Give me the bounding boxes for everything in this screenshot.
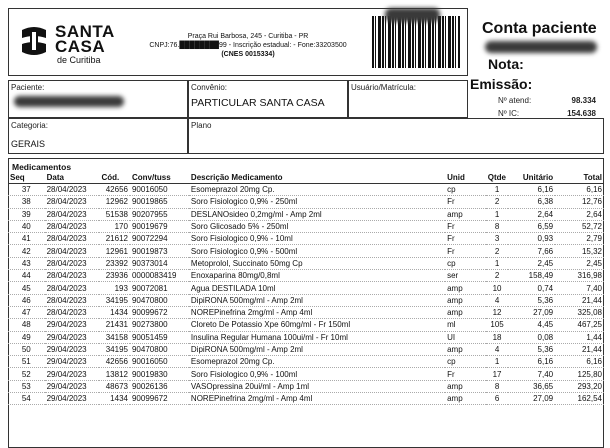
table-cell: 193 [99,282,129,294]
table-cell: Fr [445,245,486,257]
table-cell: 1 [486,257,509,269]
table-cell: 90019873 [130,245,189,257]
table-cell: 27,09 [508,393,555,405]
table-cell: 53 [8,380,45,392]
table-cell: Cloreto De Potassio Xpe 60mg/ml - Fr 150ml [189,319,445,331]
table-cell: amp [445,393,486,405]
table-cell: 162,54 [555,393,604,405]
table-cell: 29/04/2023 [45,380,100,392]
table-cell: 7,40 [508,368,555,380]
table-cell: 2 [486,196,509,208]
table-cell: 5,36 [508,294,555,306]
table-cell: amp [445,306,486,318]
table-cell: 51538 [99,208,129,220]
table-cell: 28/04/2023 [45,282,100,294]
table-cell: ser [445,270,486,282]
col-header: Qtde [486,172,509,184]
col-header: Conv/tuss [130,172,189,184]
table-cell: 12 [486,306,509,318]
table-cell: DipiRONA 500mg/ml - Amp 2ml [189,294,445,306]
table-cell: Fr [445,368,486,380]
table-cell: 23936 [99,270,129,282]
table-cell: 90072081 [130,282,189,294]
table-cell: 29/04/2023 [45,356,100,368]
table-row [8,393,604,405]
logo-line1: SANTA [55,22,115,41]
table-cell: 1 [486,356,509,368]
col-header: Total [555,172,604,184]
meds-section-title: Medicamentos [12,162,72,172]
convenio-value: PARTICULAR SANTA CASA [191,97,325,109]
table-cell: 13812 [99,368,129,380]
redaction-mark [385,8,440,22]
table-cell: 40 [8,220,45,232]
table-cell: 6,16 [555,356,604,368]
table-row [8,319,604,331]
col-header: Descrição Medicamento [189,172,445,184]
table-cell: 90273800 [130,319,189,331]
table-cell: 21612 [99,233,129,245]
table-cell: 2,79 [555,233,604,245]
table-cell: Esomeprazol 20mg Cp. [189,356,445,368]
table-cell: Enoxaparina 80mg/0,8ml [189,270,445,282]
table-cell: 49 [8,331,45,343]
table-cell: 42656 [99,356,129,368]
table-row [8,208,604,220]
table-cell: 90207955 [130,208,189,220]
santa-casa-logo-icon [18,26,50,56]
table-cell: 45 [8,282,45,294]
table-cell: 42 [8,245,45,257]
table-cell: 50 [8,343,45,355]
convenio-label: Convênio: [191,83,228,92]
table-cell: 28/04/2023 [45,294,100,306]
medications-table [8,172,604,405]
table-cell: 2 [486,245,509,257]
table-row [8,294,604,306]
table-cell: 28/04/2023 [45,208,100,220]
usuario-label: Usuário/Matrícula: [351,83,416,92]
table-cell: 2 [486,270,509,282]
logo-line2: CASA [55,37,106,56]
table-cell: 43 [8,257,45,269]
table-cell: 42656 [99,184,129,196]
table-cell: 1434 [99,306,129,318]
table-cell: 12962 [99,196,129,208]
document-title: Conta paciente [482,20,597,37]
table-cell: cp [445,356,486,368]
table-row [8,220,604,232]
table-cell: 6,16 [508,184,555,196]
table-cell: NOREPinefrina 2mg/ml - Amp 4ml [189,306,445,318]
categoria-value: GERAIS [11,139,46,149]
table-cell: 0,74 [508,282,555,294]
table-cell: VASOpressina 20ui/ml - Amp 1ml [189,380,445,392]
atend-label: Nº atend: [498,96,532,105]
table-cell: 8 [486,220,509,232]
table-row [8,245,604,257]
table-row [8,368,604,380]
table-cell: 1 [486,208,509,220]
table-cell: 54 [8,393,45,405]
table-cell: 90016050 [130,184,189,196]
table-cell: 28/04/2023 [45,245,100,257]
table-cell: UI [445,331,486,343]
table-cell: Soro Fisiologico 0,9% - 10ml [189,233,445,245]
table-cell: 38 [8,196,45,208]
table-row [8,257,604,269]
cnpj-text: CNPJ:76.████████99 - Inscrição estadual: - Fone:33203500 [149,42,347,49]
plano-box [188,118,604,154]
table-cell: 4 [486,343,509,355]
table-cell: 105 [486,319,509,331]
table-row [8,356,604,368]
table-cell: 29/04/2023 [45,393,100,405]
table-cell: 28/04/2023 [45,220,100,232]
table-cell: 90019865 [130,196,189,208]
table-cell: 90016050 [130,356,189,368]
table-cell: Esomeprazol 20mg Cp. [189,184,445,196]
nota-label: Nota: [488,56,524,72]
table-row [8,233,604,245]
logo-line3: de Curitiba [57,55,101,65]
table-cell: NOREPinefrina 2mg/ml - Amp 4ml [189,393,445,405]
table-cell: 316,98 [555,270,604,282]
paciente-label: Paciente: [11,83,45,92]
table-cell: 125,80 [555,368,604,380]
table-cell: 170 [99,220,129,232]
table-header-row [8,172,604,184]
table-cell: 90470800 [130,294,189,306]
table-cell: 21,44 [555,343,604,355]
table-cell: 34195 [99,343,129,355]
plano-label: Plano [191,121,212,130]
address-text: Praça Rui Barbosa, 245 - Curitiba - PR [187,33,309,40]
table-cell: 2,64 [508,208,555,220]
table-cell: 3 [486,233,509,245]
table-row [8,343,604,355]
table-cell: ml [445,319,486,331]
table-cell: 52 [8,368,45,380]
table-cell: 2,64 [555,208,604,220]
table-row [8,184,604,196]
table-cell: Fr [445,196,486,208]
col-header: Unid [445,172,486,184]
table-cell: 28/04/2023 [45,184,100,196]
ic-value: 154.638 [567,109,596,118]
table-cell: Soro Fisiologico 0,9% - 100ml [189,368,445,380]
table-cell: 28/04/2023 [45,306,100,318]
col-header: Unitário [508,172,555,184]
table-cell: 52,72 [555,220,604,232]
table-cell: DipiRONA 500mg/ml - Amp 2ml [189,343,445,355]
table-cell: 21,44 [555,294,604,306]
table-cell: 6 [486,393,509,405]
table-cell: 28/04/2023 [45,270,100,282]
col-header: Seq [8,172,45,184]
table-row [8,282,604,294]
table-cell: 5,36 [508,343,555,355]
table-cell: 158,49 [508,270,555,282]
table-cell: 6,16 [508,356,555,368]
table-cell: 29/04/2023 [45,368,100,380]
table-cell: 0,08 [508,331,555,343]
col-header: Cód. [99,172,129,184]
table-cell: 0,93 [508,233,555,245]
table-cell: 29/04/2023 [45,343,100,355]
table-cell: 28/04/2023 [45,233,100,245]
table-cell: 28/04/2023 [45,196,100,208]
table-cell: amp [445,343,486,355]
table-cell: DESLANOsideo 0,2mg/ml - Amp 2ml [189,208,445,220]
table-cell: 21431 [99,319,129,331]
table-cell: 7,66 [508,245,555,257]
table-cell: Metoprolol, Succinato 50mg Cp [189,257,445,269]
table-cell: 36,65 [508,380,555,392]
table-cell: Soro Glicosado 5% - 250ml [189,220,445,232]
table-row [8,270,604,282]
cnes-text: (CNES 0015334) [221,51,275,58]
table-cell: 48 [8,319,45,331]
table-cell: 29/04/2023 [45,319,100,331]
col-header: Data [45,172,100,184]
table-row [8,380,604,392]
table-cell: 17 [486,368,509,380]
table-cell: 12961 [99,245,129,257]
table-cell: 8 [486,380,509,392]
table-cell: Agua DESTILADA 10ml [189,282,445,294]
table-cell: 6,16 [555,184,604,196]
emissao-label: Emissão: [470,76,533,92]
ic-label: Nº IC: [498,109,520,118]
table-cell: amp [445,380,486,392]
table-cell: Fr [445,220,486,232]
table-cell: 7,40 [555,282,604,294]
table-row [8,306,604,318]
table-cell: 47 [8,306,45,318]
table-cell: 90051459 [130,331,189,343]
table-cell: 90373014 [130,257,189,269]
table-cell: 23392 [99,257,129,269]
table-cell: 10 [486,282,509,294]
table-cell: 1434 [99,393,129,405]
table-cell: 90099672 [130,306,189,318]
table-cell: 39 [8,208,45,220]
table-cell: 37 [8,184,45,196]
table-cell: 46 [8,294,45,306]
redaction-mark [485,41,597,53]
table-cell: 4 [486,294,509,306]
table-cell: 28/04/2023 [45,257,100,269]
table-cell: 44 [8,270,45,282]
table-cell: 1 [486,184,509,196]
categoria-label: Categoria: [11,121,48,130]
table-cell: 2,45 [508,257,555,269]
redaction-mark [14,96,124,107]
table-cell: 27,09 [508,306,555,318]
table-cell: 15,32 [555,245,604,257]
table-cell: 1,44 [555,331,604,343]
table-cell: 90019679 [130,220,189,232]
table-cell: 90019830 [130,368,189,380]
table-cell: 18 [486,331,509,343]
table-cell: 325,08 [555,306,604,318]
table-cell: amp [445,294,486,306]
table-cell: 467,25 [555,319,604,331]
table-cell: Fr [445,233,486,245]
table-cell: 293,20 [555,380,604,392]
table-cell: 48673 [99,380,129,392]
barcode-image [372,16,460,68]
table-cell: 90072294 [130,233,189,245]
table-cell: 90470800 [130,343,189,355]
table-cell: Insulina Regular Humana 100ui/ml - Fr 10ml [189,331,445,343]
table-cell: cp [445,257,486,269]
table-cell: 51 [8,356,45,368]
table-cell: 34195 [99,294,129,306]
table-cell: Soro Fisiologico 0,9% - 250ml [189,196,445,208]
table-cell: amp [445,208,486,220]
table-cell: Soro Fisiologico 0,9% - 500ml [189,245,445,257]
table-cell: 6,59 [508,220,555,232]
table-cell: 41 [8,233,45,245]
table-cell: 90026136 [130,380,189,392]
atend-value: 98.334 [571,96,596,105]
table-cell: 2,45 [555,257,604,269]
table-cell: 4,45 [508,319,555,331]
table-cell: 34158 [99,331,129,343]
table-cell: 0000083419 [130,270,189,282]
table-cell: 90099672 [130,393,189,405]
table-cell: 29/04/2023 [45,331,100,343]
table-row [8,196,604,208]
table-cell: 6,38 [508,196,555,208]
table-cell: cp [445,184,486,196]
table-cell: 12,76 [555,196,604,208]
table-cell: amp [445,282,486,294]
table-row [8,331,604,343]
